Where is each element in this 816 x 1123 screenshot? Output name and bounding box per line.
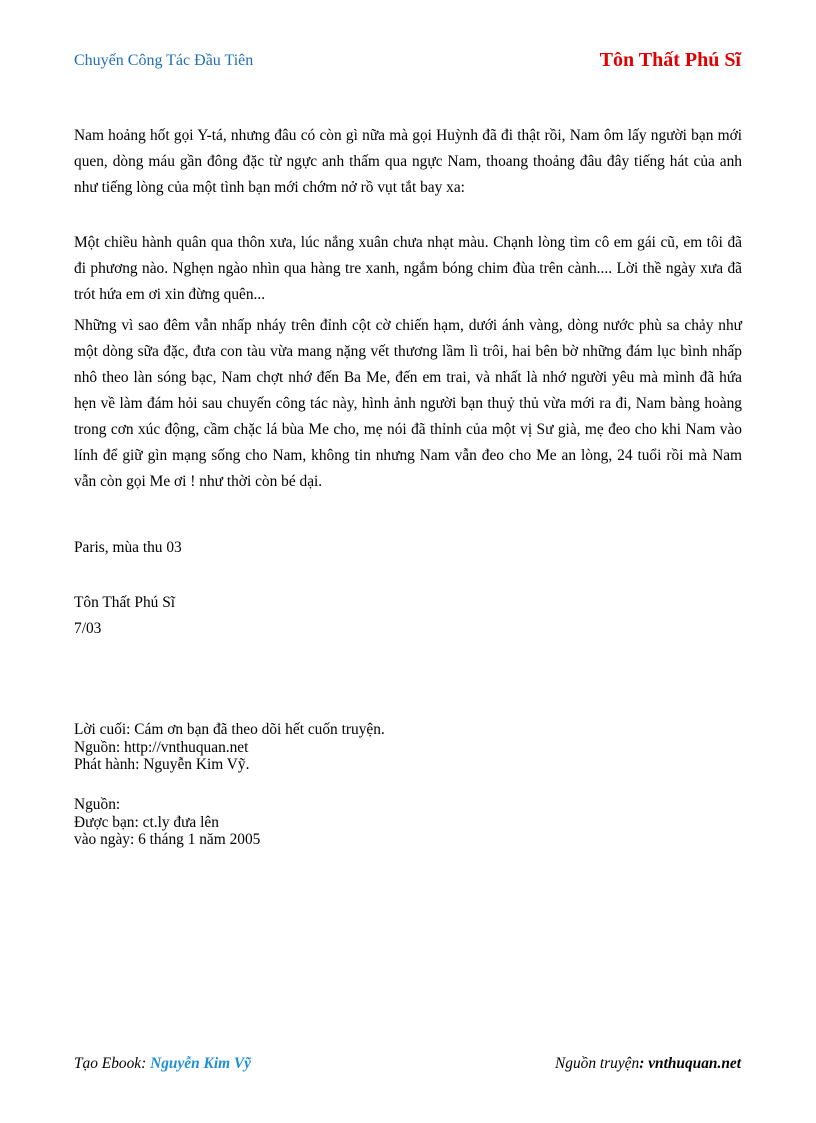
posted-by: Được bạn: ct.ly đưa lên — [74, 813, 219, 831]
publisher-line: Phát hành: Nguyễn Kim Vỹ. — [74, 756, 250, 773]
paragraph: Những vì sao đêm vẫn nhấp nháy trên đỉnh cột cờ chiến hạm, dưới ánh vàng, dòng nước phù sa chảy như một dòng sữa đặc, đưa con tàu vừa mang nặng vết thương lầm lì trôi, hai bên bờ những đám lục bình nhấp nhô theo làn sóng bạc, Nam chợt nhớ đến Ba Me, đến em trai, và nhất là nhớ người yêu mà mình đã hứa hẹn về làm đám hỏi sau chuyến công tác này, hình ảnh người bạn thuỷ thủ vừa mới ra đi, Nam bàng hoàng trong cơn xúc động, cầm chặc lá bùa Me cho, mẹ nói đã thỉnh của một vị Sư già, mẹ đeo cho khi Nam vào lính để giữ gìn mạng sống cho Nam, không tin nhưng Nam vẫn đeo cho Me an lòng, 24 tuổi rồi mà Nam vẫn còn gọi Me ơi ! như thời còn bé dại. — [74, 317, 742, 490]
source-sep: : — [639, 1055, 649, 1072]
author-name: Tôn Thất Phú Sĩ — [599, 49, 741, 71]
book-title: Chuyến Công Tác Đầu Tiên — [74, 52, 254, 69]
closing-note: Lời cuối: Cám ơn bạn đã theo dõi hết cuốn truyện. — [74, 721, 385, 738]
signature-date: 7/03 — [74, 620, 102, 637]
ebook-maker: Nguyễn Kim Vỹ — [150, 1055, 252, 1072]
paragraph: Nam hoảng hốt gọi Y-tá, nhưng đâu có còn gì nữa mà gọi Huỳnh đã đi thật rồi, Nam ôm lấy người bạn mới quen, dòng máu gần đông đặc từ ngực anh thấm qua ngực Nam, thoang thoảng đâu đây tiếng hát của anh như tiếng lòng của một tình bạn mới chớm nở rồ vụt tắt bay xa: — [74, 127, 742, 196]
ebook-label: Tạo Ebook — [74, 1055, 142, 1072]
source-label: Nguồn: — [74, 796, 121, 813]
footer-source — [555, 1055, 741, 1073]
place-date: Paris, mùa thu 03 — [74, 539, 182, 556]
paragraph: Một chiều hành quân qua thôn xưa, lúc nắng xuân chưa nhạt màu. Chạnh lòng tìm cô em gái cũ, em tôi đã đi phương nào. Nghẹn ngào nhìn qua hàng tre xanh, ngắm bóng chim đùa trên cành.... Lời thề ngày xưa đã trót hứa em ơi xin đừng quên... — [74, 234, 742, 303]
posted-date: vào ngày: 6 tháng 1 năm 2005 — [74, 831, 261, 848]
footer-ebook — [74, 1055, 251, 1073]
ebook-sep: : — [141, 1055, 151, 1072]
source-label: Nguồn truyện — [554, 1055, 640, 1072]
credits-block — [74, 721, 385, 774]
source-site: vnthuquan.net — [648, 1055, 741, 1072]
source-line: Nguồn: http://vnthuquan.net — [74, 738, 249, 756]
signature-name: Tôn Thất Phú Sĩ — [74, 594, 176, 611]
posting-info — [74, 796, 260, 849]
